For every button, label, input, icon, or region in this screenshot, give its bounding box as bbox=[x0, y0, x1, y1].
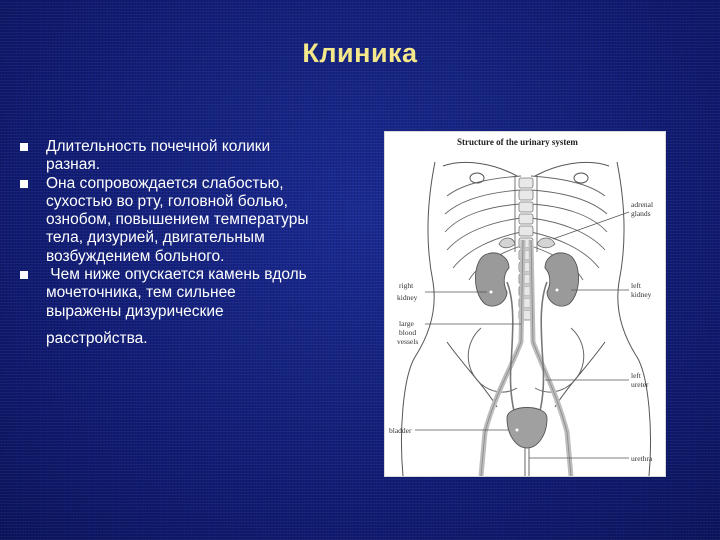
bullet-line: Чем ниже опускается камень вдоль bbox=[46, 266, 307, 284]
bullet-line: возбуждением больного. bbox=[46, 247, 225, 265]
bullet-line: разная. bbox=[46, 156, 101, 174]
square-bullet-icon bbox=[20, 143, 28, 151]
label-adrenal-glands: adrenal bbox=[631, 200, 654, 209]
slide-title-text: Клиника bbox=[302, 38, 418, 68]
bullet-list bbox=[18, 138, 368, 348]
bullet-item bbox=[18, 175, 368, 266]
label-blood-vessels: vessels bbox=[397, 337, 419, 346]
urinary-system-figure bbox=[384, 131, 666, 477]
urinary-system-diagram bbox=[385, 132, 665, 476]
label-blood-vessels: large bbox=[399, 319, 414, 328]
slide-title bbox=[0, 38, 720, 69]
pelvis bbox=[468, 328, 584, 392]
label-bladder: bladder bbox=[389, 426, 412, 435]
square-bullet-icon bbox=[20, 271, 28, 279]
label-left-ureter: left bbox=[631, 371, 641, 380]
label-urethra: urethra bbox=[631, 454, 653, 463]
label-right-kidney: kidney bbox=[397, 293, 418, 302]
bullet-line: тела, дизурией, двигательным bbox=[46, 229, 265, 247]
bullet-line: мочеточника, тем сильнее bbox=[46, 284, 236, 302]
label-left-kidney: left bbox=[631, 281, 641, 290]
label-right-kidney: right bbox=[399, 281, 414, 290]
bullet-line: Длительность почечной колики bbox=[46, 138, 271, 155]
bullet-item bbox=[18, 266, 368, 348]
bullet-line: сухостью во рту, головной болью, bbox=[46, 192, 288, 210]
label-adrenal-glands: glands bbox=[631, 209, 651, 218]
label-left-ureter: ureter bbox=[631, 380, 649, 389]
bullet-line: Она сопровождается слабостью, bbox=[46, 174, 284, 192]
label-blood-vessels: blood bbox=[399, 328, 417, 337]
label-left-kidney: kidney bbox=[631, 290, 652, 299]
bullet-line: выражены дизурические bbox=[46, 302, 224, 320]
bladder bbox=[507, 408, 547, 477]
bullet-line: расстройства. bbox=[46, 329, 148, 347]
bullet-item bbox=[18, 138, 368, 175]
bullet-line: ознобом, повышением температуры bbox=[46, 211, 309, 229]
figure-title: Structure of the urinary system bbox=[457, 137, 578, 147]
square-bullet-icon bbox=[20, 180, 28, 188]
